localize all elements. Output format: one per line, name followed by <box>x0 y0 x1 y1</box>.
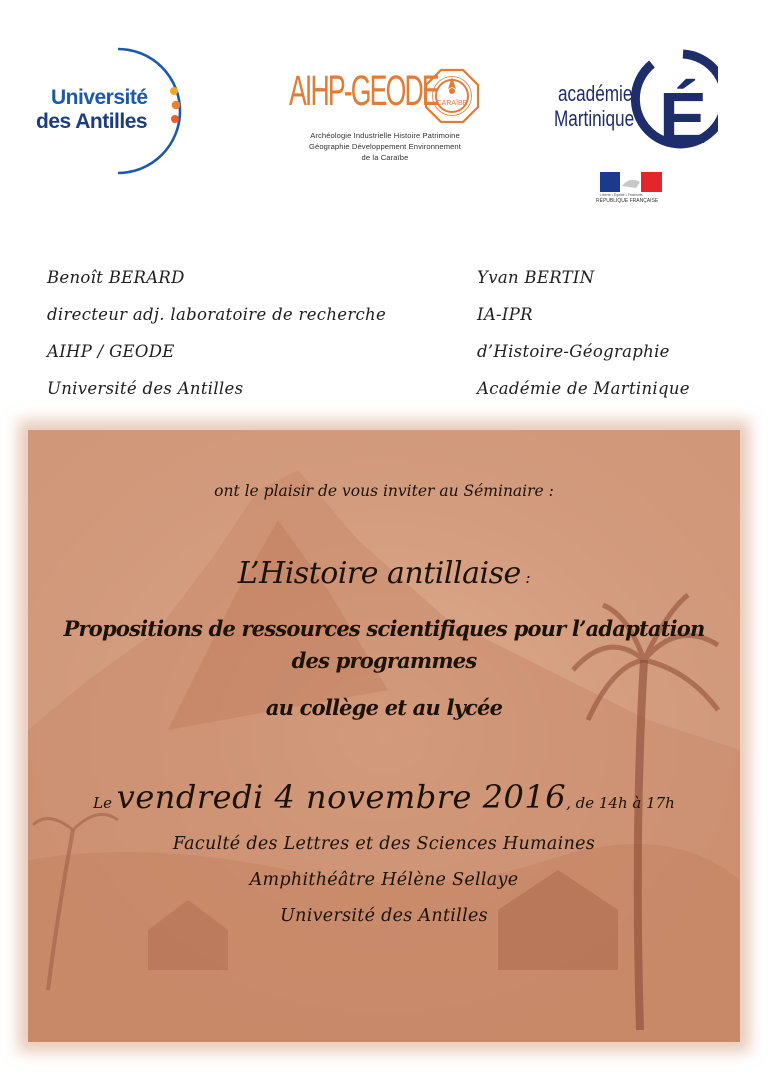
invitation-intro: ont le plaisir de vous inviter au Séminaire : <box>214 482 554 500</box>
organizer-left-role: directeur adj. laboratoire de recherche <box>47 305 387 324</box>
academie-martinique-logo <box>548 48 718 218</box>
aihp-subtitle-line1: Archéologie Industrielle Histoire Patrimoine <box>310 131 460 140</box>
organizer-left-name: Benoît BERARD <box>47 268 185 287</box>
aihp-geode-logo <box>285 65 485 175</box>
seminar-title-colon: : <box>520 568 531 587</box>
caraibe-emblem-icon <box>423 67 481 125</box>
organizer-right-role: IA-IPR <box>477 305 533 324</box>
venue-line3: Université des Antilles <box>280 906 488 926</box>
date-prefix: Le <box>93 794 117 812</box>
universite-des-antilles-logo <box>30 45 190 180</box>
emblem-label: CARAÏBE <box>436 100 468 107</box>
seminar-date: vendredi 4 novembre 2016 <box>116 778 567 816</box>
seminar-subtitle-line3: au collège et au lycée <box>265 695 503 720</box>
universite-logo-line2: des Antilles <box>36 110 148 133</box>
organizer-left-institution: Université des Antilles <box>47 379 244 398</box>
seminar-title: L’Histoire antillaise <box>237 556 521 591</box>
organizer-left-lab: AIHP / GEODE <box>47 342 175 361</box>
venue-line1: Faculté des Lettres et des Sciences Humaines <box>172 834 596 854</box>
venue-line2: Amphithéâtre Hélène Sellaye <box>249 870 519 890</box>
organizer-right-institution: Académie de Martinique <box>477 379 690 398</box>
organizer-right-discipline: d’Histoire-Géographie <box>477 342 670 361</box>
aihp-geode-title: AIHP-GEODE <box>289 67 438 115</box>
organizer-right-name: Yvan BERTIN <box>477 268 595 287</box>
universite-logo-line1: Université <box>51 86 148 109</box>
sepia-landscape-illustration <box>28 430 740 1042</box>
seminar-date-row <box>28 778 740 816</box>
seminar-subtitle-line2: des programmes <box>291 648 477 673</box>
aihp-subtitle-line3: de la Caraïbe <box>361 153 409 162</box>
invitation-panel <box>28 430 740 1042</box>
aihp-subtitle-line2: Géographie Développement Environnement <box>309 142 461 151</box>
seminar-title-row <box>28 556 740 591</box>
french-republic-flag-icon <box>600 172 662 192</box>
seminar-subtitle-line1: Propositions de ressources scientifiques pour l’adaptation <box>63 616 705 641</box>
republic-motto: Liberté • Égalité • Fraternité <box>600 193 643 197</box>
seminar-time: , de 14h à 17h <box>566 794 675 812</box>
academie-line2: Martinique <box>554 106 635 131</box>
republique-francaise-label: RÉPUBLIQUE FRANÇAISE <box>596 198 659 204</box>
academie-line1: académie <box>558 81 633 106</box>
academie-letter: É <box>658 79 708 159</box>
